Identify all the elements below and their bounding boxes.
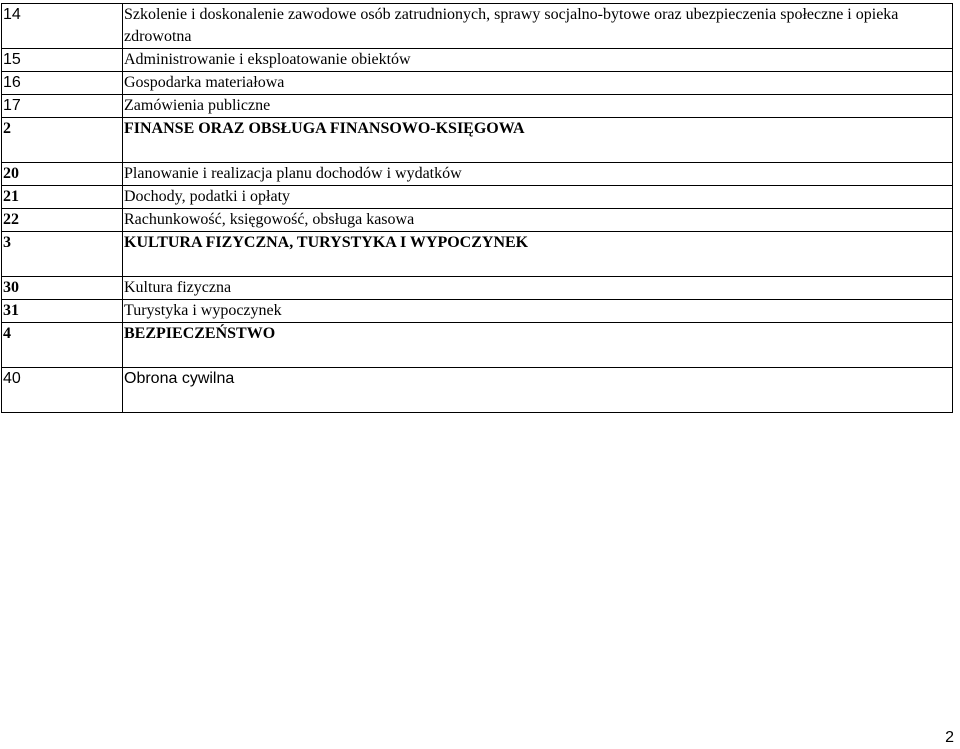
table-row bbox=[2, 300, 953, 323]
row-symbol: 14 bbox=[2, 4, 123, 49]
section-symbol: 4 bbox=[2, 323, 123, 368]
row-name: Szkolenie i doskonalenie zawodowe osób zatrudnionych, sprawy socjalno-bytowe oraz ubezpieczenia społeczne i opieka zdrowotna bbox=[123, 4, 953, 49]
row-symbol: 17 bbox=[2, 95, 123, 118]
row-symbol: 20 bbox=[2, 163, 123, 186]
section-symbol: 3 bbox=[2, 232, 123, 277]
row-symbol: 31 bbox=[2, 300, 123, 323]
section-row bbox=[2, 323, 953, 368]
page-number: 2 bbox=[945, 729, 954, 746]
row-name: Turystyka i wypoczynek bbox=[123, 300, 953, 323]
section-row bbox=[2, 118, 953, 163]
table-row bbox=[2, 95, 953, 118]
row-symbol: 15 bbox=[2, 49, 123, 72]
table-row bbox=[2, 49, 953, 72]
table-row bbox=[2, 209, 953, 232]
row-name: Rachunkowość, księgowość, obsługa kasowa bbox=[123, 209, 953, 232]
section-row bbox=[2, 232, 953, 277]
row-name: Kultura fizyczna bbox=[123, 277, 953, 300]
section-name: KULTURA FIZYCZNA, TURYSTYKA I WYPOCZYNEK bbox=[123, 232, 953, 277]
table-row bbox=[2, 186, 953, 209]
section-name: FINANSE ORAZ OBSŁUGA FINANSOWO-KSIĘGOWA bbox=[123, 118, 953, 163]
row-symbol: 40 bbox=[2, 368, 123, 413]
table-row bbox=[2, 163, 953, 186]
row-symbol: 21 bbox=[2, 186, 123, 209]
row-name: Planowanie i realizacja planu dochodów i wydatków bbox=[123, 163, 953, 186]
row-name: Obrona cywilna bbox=[123, 368, 953, 413]
row-name: Dochody, podatki i opłaty bbox=[123, 186, 953, 209]
row-symbol: 22 bbox=[2, 209, 123, 232]
section-symbol: 2 bbox=[2, 118, 123, 163]
row-symbol: 16 bbox=[2, 72, 123, 95]
section-name: BEZPIECZEŃSTWO bbox=[123, 323, 953, 368]
row-name: Administrowanie i eksploatowanie obiektów bbox=[123, 49, 953, 72]
table-row bbox=[2, 4, 953, 49]
row-name: Gospodarka materiałowa bbox=[123, 72, 953, 95]
table-row bbox=[2, 368, 953, 413]
table-row bbox=[2, 72, 953, 95]
row-name: Zamówienia publiczne bbox=[123, 95, 953, 118]
row-symbol: 30 bbox=[2, 277, 123, 300]
classification-table bbox=[1, 3, 953, 413]
table-row bbox=[2, 277, 953, 300]
